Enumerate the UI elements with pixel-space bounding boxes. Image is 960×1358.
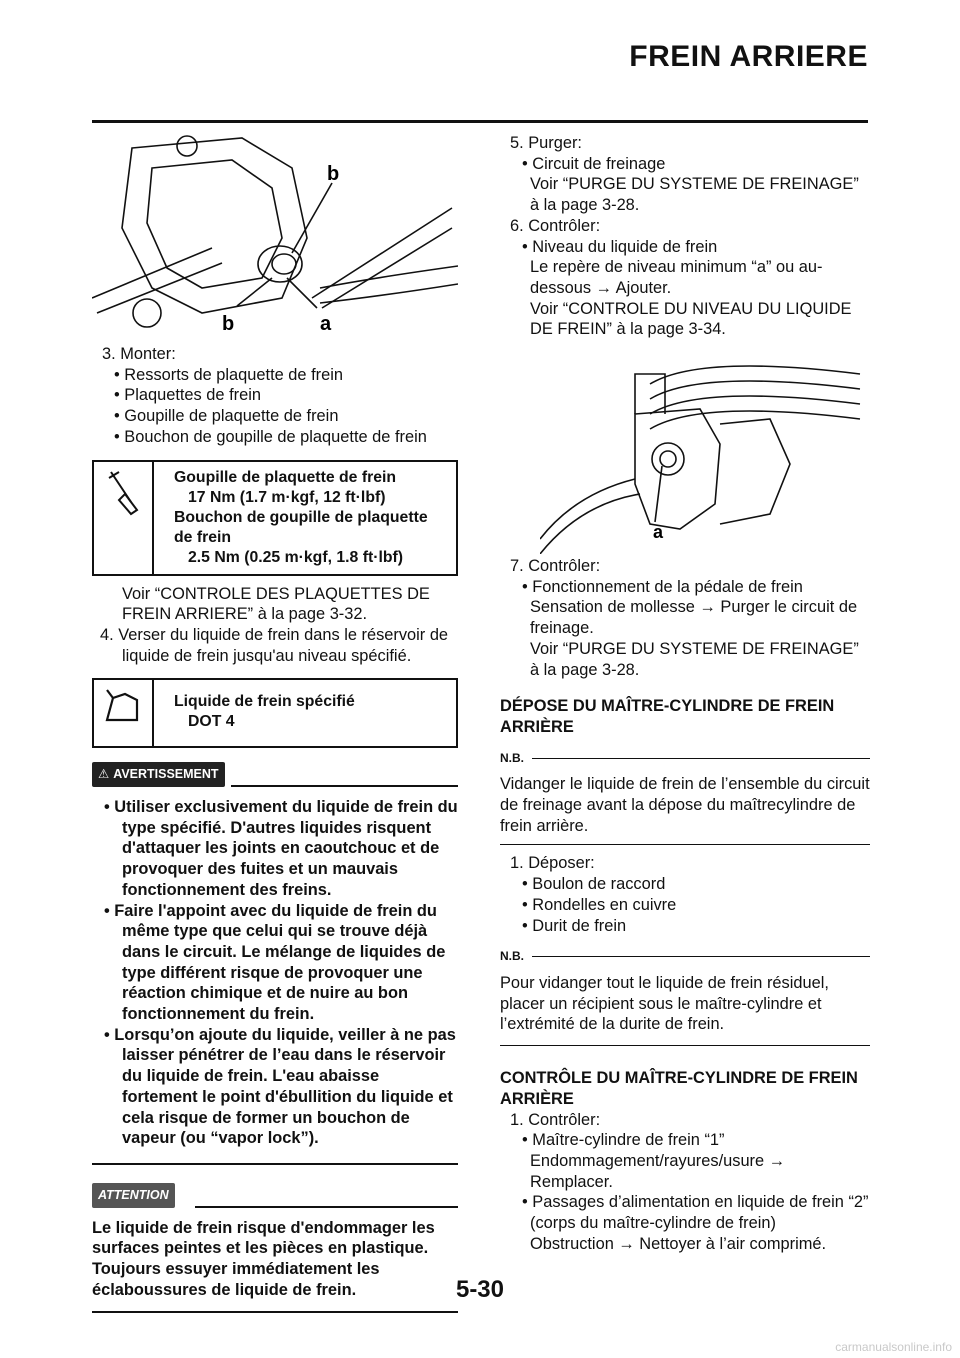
nb-label: N.B.	[500, 949, 524, 964]
watermark: carmanualsonline.info	[835, 1340, 952, 1354]
step6-text: Le repère de niveau minimum “a” ou au-dessous → Ajouter.	[530, 258, 823, 297]
brake-hose	[320, 266, 458, 303]
warning-header	[92, 762, 458, 787]
s1-item: • Boulon de raccord	[522, 875, 666, 894]
step6-title: 6. Contrôler:	[510, 216, 601, 235]
oil-can-icon	[94, 680, 154, 746]
warning-icon: ⚠	[98, 767, 110, 782]
step6-ref: Voir “CONTROLE DU NIVEAU DU LIQUIDE DE FREIN” à la page 3-34.	[530, 299, 852, 339]
label-b-top: b	[327, 163, 340, 185]
master-cylinder-illustration	[540, 354, 870, 554]
step3-item: • Plaquettes de frein	[114, 386, 261, 405]
warning-label	[92, 762, 225, 787]
c1-item: • Passages d’alimentation en liquide de frein “2”	[522, 1193, 869, 1212]
pin-plug-inner	[272, 254, 296, 274]
fluid-spec-box	[92, 678, 458, 748]
step7-item: • Fonctionnement de la pédale de frein	[522, 577, 803, 596]
torque-line: Goupille de plaquette de frein	[174, 468, 397, 486]
attention-header	[92, 1183, 458, 1208]
step6-item: • Niveau du liquide de frein	[522, 237, 718, 256]
step3-item: • Ressorts de plaquette de frein	[114, 365, 343, 384]
c1-text: Endommagement/rayures/usure → Remplacer.	[530, 1151, 786, 1191]
c1-text: Obstruction → Nettoyer à l’air comprimé.	[530, 1234, 827, 1253]
torque-line: de frein	[174, 528, 232, 546]
warning-item: • Utiliser exclusivement du liquide de frein du type spécifié. D'autres liquides risquent d'attaquer les joints en caoutchouc et de provoquer des fuites et un mauvais fonctionnement des freins.	[104, 798, 458, 899]
page-number: 5-30	[455, 1276, 505, 1303]
torque-line: Bouchon de goupille de plaquette	[174, 508, 428, 526]
step7-title: 7. Contrôler:	[510, 557, 601, 576]
ref-text: Voir “CONTROLE DES PLAQUETTES DE	[122, 584, 430, 603]
s1-item: • Rondelles en cuivre	[522, 895, 677, 914]
nb-header	[500, 748, 870, 769]
attention-text: Le liquide de frein risque d'endommager les surfaces peintes et les pièces en plastique. Toujours essuyer immédiatement les éclaboussures de liquide de frein.	[92, 1218, 435, 1299]
bracket	[720, 419, 790, 524]
nb-text: Pour vidanger tout le liquide de frein résiduel, placer un récipient sous le maître-cylindre et l’extrémité de la durite de frein.	[500, 973, 829, 1034]
c1-item: • Maître-cylindre de frein “1”	[522, 1131, 725, 1150]
warning-item: • Faire l'appoint avec du liquide de frein du même type que celui qui se trouve déjà dans le circuit. Le mélange de liquides de type différent risque de provoquer une réaction chimique et de nuire au bon fonctionnement du frein.	[104, 901, 446, 1024]
nb-header	[500, 946, 870, 967]
bolt-top	[177, 136, 197, 156]
s1-title: 1. Déposer:	[510, 854, 595, 873]
c1-title: 1. Contrôler:	[510, 1110, 601, 1129]
cylinder-body	[635, 409, 720, 529]
step5-title: 5. Purger:	[510, 134, 582, 152]
step5-item: • Circuit de freinage	[522, 154, 666, 173]
label-a: a	[320, 313, 332, 333]
header-rule	[92, 120, 868, 123]
caliper-inner	[147, 160, 282, 288]
torque-spec-box	[92, 460, 458, 576]
step5-ref: Voir “PURGE DU SYSTEME DE FREINAGE” à la page 3-28.	[530, 175, 859, 215]
label-a: a	[653, 522, 664, 543]
left-column	[92, 344, 458, 1313]
fluid-line: Liquide de frein spécifié	[174, 693, 355, 711]
fluid-value: DOT 4	[188, 713, 235, 731]
section-heading-check: CONTRÔLE DU MAÎTRE-CYLINDRE DE FREIN ARRIÈRE	[500, 1069, 858, 1108]
warning-item: • Lorsqu’on ajoute du liquide, veiller à ne pas laisser pénétrer de l’eau dans le réservoir du liquide de frein. L'eau abaisse fortement le point d'ébullition du liquide et cela risque de former un bouchon de vapeur (ou “vapor lock”).	[104, 1025, 456, 1148]
step3-item: • Bouchon de goupille de plaquette de frein	[114, 427, 427, 446]
c1-text: (corps du maître-cylindre de frein)	[530, 1214, 776, 1233]
ref-text: FREIN ARRIERE” à la page 3-32.	[122, 605, 368, 624]
torque-value: 2.5 Nm (0.25 m·kgf, 1.8 ft·lbf)	[188, 548, 404, 566]
torque-wrench-icon	[94, 462, 154, 574]
torque-value: 17 Nm (1.7 m·kgf, 12 ft·lbf)	[188, 488, 386, 506]
section-heading-removal: DÉPOSE DU MAÎTRE-CYLINDRE DE FREIN ARRIÈRE	[500, 697, 835, 736]
step7-ref: Voir “PURGE DU SYSTEME DE FREINAGE” à la page 3-28.	[530, 639, 859, 679]
step3-title: 3. Monter:	[102, 345, 176, 363]
leader-a	[287, 278, 317, 308]
warning-label-text: AVERTISSEMENT	[113, 767, 219, 782]
leader-a	[655, 466, 662, 522]
step4: 4. Verser du liquide de frein dans le réservoir de liquide de frein jusqu'au niveau spécifié.	[100, 625, 449, 665]
s1-item: • Durit de frein	[522, 916, 627, 935]
spring-coils	[650, 366, 860, 429]
reservoir-cap	[652, 443, 684, 475]
nb-label: N.B.	[500, 750, 524, 765]
step7-text: Sensation de mollesse → Purger le circuit de freinage.	[530, 598, 858, 638]
bolt-left	[133, 299, 161, 327]
right-column	[500, 133, 870, 1254]
cap-inner	[660, 451, 676, 467]
step3-item: • Goupille de plaquette de frein	[114, 407, 339, 426]
label-b-bottom: b	[222, 313, 235, 333]
hose	[540, 479, 640, 554]
page-title: FREIN ARRIERE	[629, 40, 868, 73]
attention-label: ATTENTION	[92, 1183, 175, 1208]
nb-text: Vidanger le liquide de frein de l’ensemble du circuit de freinage avant la dépose du maîtrecylindre de frein arrière.	[500, 775, 870, 835]
leader-b-bottom	[237, 278, 272, 306]
caliper-illustration	[92, 128, 458, 333]
